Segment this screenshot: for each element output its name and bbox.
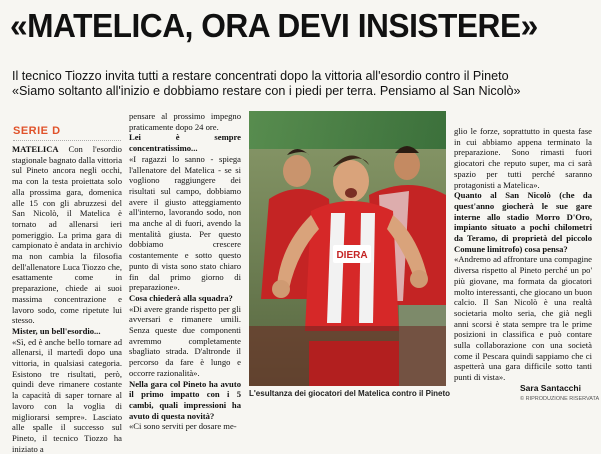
- col2-question-3: Nella gara col Pineto ha avuto il primo impatto con i 5 cambi, quali impressioni ha avuto di questa novità?: [129, 378, 241, 421]
- subheadline-line-2: «Siamo soltanto all'inizio e dobbiamo restare con i piedi per terra. Pensiamo al San Nicolò»: [12, 84, 521, 98]
- col2-question-2: Cosa chiederà alla squadra?: [129, 292, 233, 303]
- photo-illustration: [249, 111, 446, 386]
- col3-paragraph-0: glio le forze, soprattutto in questa fase in cui abbiamo appena terminato la preparazione. Sono rimasti fuori giocatori che reputo super, ma ci sarà spazio per tutti perché saranno protagonisti a Matelica».: [454, 126, 592, 190]
- col1-question-1: Mister, un bell'esordio...: [12, 325, 101, 336]
- article-column-3: [454, 126, 592, 383]
- article-column-1: [12, 144, 122, 454]
- subheadline-line-1: Il tecnico Tiozzo invita tutti a restare concentrati dopo la vittoria all'esordio contro il Pineto: [12, 69, 509, 83]
- col1-answer-1: «Sì, ed è anche bello tornare ad allenarsi, il martedì dopo una vittoria, in qualsiasi categoria. Esistono tre risultati, però, quindi deve rimanere costante la capacità di saper tornare al lavoro con la voglia di migliorarsi sempre». Lasciato alle spalle il successo sul Pineto, il tecnico Tiozzo ha iniziato a: [12, 336, 122, 454]
- col2-answer-2: «Di avere grande rispetto per gli avversari e rimanere umili. Senza queste due componenti avremmo completamente sbagliato strada. D'altronde il percorso da fare è lungo e occorre razionalità».: [129, 303, 241, 378]
- col3-question-1: Quanto al San Nicolò (che da quest'anno giocherà le sue gare interne allo stadio Morro D'Oro, impianto situato a pochi chilometri da Teramo, di proprietà del piccolo Comune limitrofo) cosa pensa?: [454, 190, 592, 254]
- article-column-2: [129, 111, 241, 432]
- team-celebration-photo: [249, 111, 446, 386]
- col2-answer-1: «I ragazzi lo sanno - spiega l'allenatore del Matelica - se si vogliono raggiungere dei risultati sul campo, dobbiamo avere il giusto atteggiamento all'interno, lavorando sodo, non ma anche al di fuori, avendo la mentalità giusta. Per questo dobbiamo crescere costantemente e sotto questo punto di vista sono stato chiaro fin dal primo giorno di preparazione».: [129, 153, 241, 293]
- dateline: MATELICA: [12, 144, 59, 154]
- photo-caption: L'esultanza dei giocatori del Matelica contro il Pineto: [249, 389, 451, 398]
- rights-notice: © RIPRODUZIONE RISERVATA: [520, 396, 600, 402]
- section-label: SERIE D: [13, 125, 61, 137]
- col2-paragraph-0: pensare al prossimo impegno praticamente dopo 24 ore.: [129, 111, 241, 132]
- section-divider: [13, 140, 121, 141]
- jersey-sponsor-text: DIERA: [336, 250, 368, 261]
- col1-paragraph-1: [12, 144, 122, 326]
- col1-intro-text: Con l'esordio stagionale bagnato dalla vittoria sul Pineto ancora negli occhi, ma con la testa proiettata solo alla prossima gara, domenica alle 15 con gli abruzzesi del San Nicolò, il Matelica è tornato ad allenarsi ieri pomeriggio. La prima gara di campionato è andata in archivio ma non cambia la filosofia dell'allenatore Luca Tiozzo che, esattamente come in preparazione, chiede ai suoi massima concentrazione e lavoro sodo, come ripetute lui stesso.: [12, 144, 123, 326]
- col2-answer-3: «Ci sono serviti per dosare me-: [129, 421, 237, 432]
- headline: «MATELICA, ORA DEVI INSISTERE»: [10, 7, 538, 44]
- author-signature: Sara Santacchi: [520, 383, 581, 393]
- col3-answer-1: «Andremo ad affrontare una compagine diversa rispetto al Pineto perché un po' più giovane, ma formata da giocatori molto interessanti, che giocano un buon calcio. Il San Nicolò è una realtà societaria molto seria, che già negli anni scorsi è stata sempre tra le prime posizioni in classifica e può contare sulla collaborazione con una società come il Pescara quindi sappiamo che ci aspetterà una gara difficile sotto tanti punti di vista».: [454, 254, 592, 383]
- col2-question-1: Lei è sempre concentratissimo...: [129, 132, 241, 154]
